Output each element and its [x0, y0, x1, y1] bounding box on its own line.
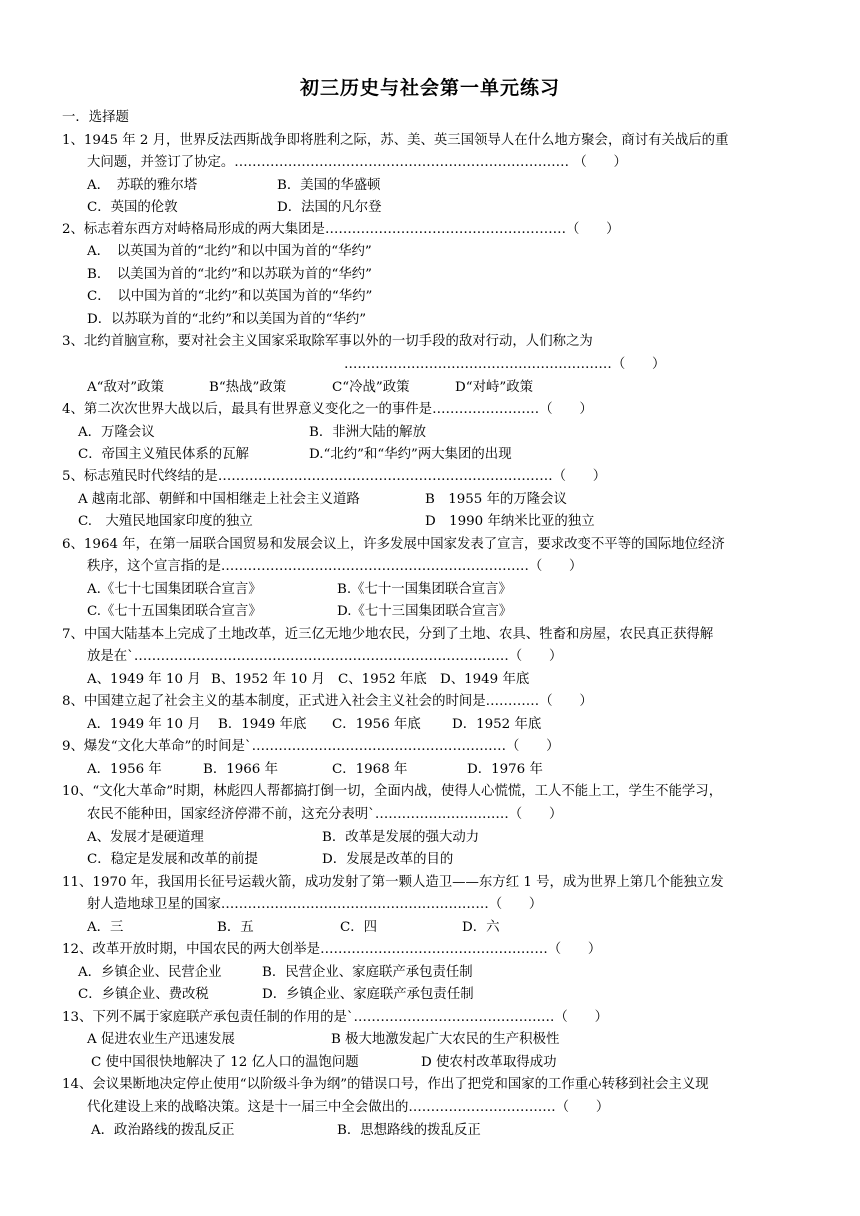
option-12d: D．乡镇企业、家庭联产承包责任制 — [262, 987, 474, 1002]
option-9d: D．1976 年 — [467, 762, 543, 777]
option-2a: A． 以英国为首的“北约”和以中国为首的“华约” — [87, 244, 372, 259]
option-12c: C．乡镇企业、费改税 — [78, 987, 209, 1002]
question-11-line-1: 11、1970 年，我国用长征号运载火箭，成功发射了第一颗人造卫——东方红 1 号，成为世界上第几个能独立发 — [62, 875, 724, 890]
question-13-line-1: 13、下列不属于家庭联产承包责任制的作用的是`………………………………………（ ） — [62, 1010, 608, 1025]
option-3c: C“冷战”政策 — [332, 380, 410, 395]
question-14-line-1: 14、会议果断地决定停止使用“以阶级斗争为纲”的错误口号，作出了把党和国家的工作重心转移到社会主义现 — [62, 1077, 709, 1092]
option-7b: B、1952 年 10 月 — [211, 672, 325, 687]
option-8a: A．1949 年 10 月 — [87, 717, 201, 732]
option-3d: D“对峙”政策 — [455, 380, 533, 395]
question-11-line-2: 射人造地球卫星的国家……………………………………………………（ ） — [87, 897, 543, 912]
question-6-line-1: 6、1964 年，在第一届联合国贸易和发展会议上，许多发展中国家发表了宣言，要求改变不平等的国际地位经济 — [62, 537, 725, 552]
question-10-line-1: 10、“文化大革命”时期，林彪四人帮都搞打倒一切，全面内战，使得人心慌慌，工人不能上工，学生不能学习， — [62, 784, 723, 799]
option-2d: D．以苏联为首的“北约”和以美国为首的“华约” — [87, 312, 367, 327]
option-5b: B 1955 年的万隆会议 — [425, 492, 567, 507]
option-13a: A 促进农业生产迅速发展 — [87, 1032, 235, 1047]
option-8d: D．1952 年底 — [452, 717, 542, 732]
option-2c: C． 以中国为首的“北约”和以英国为首的“华约” — [87, 289, 373, 304]
option-4b: B．非洲大陆的解放 — [309, 425, 426, 440]
option-13d: D 使农村改革取得成功 — [421, 1055, 557, 1070]
option-4a: A．万隆会议 — [78, 425, 155, 440]
option-10b: B．改革是发展的强大动力 — [322, 830, 480, 845]
option-10c: C．稳定是发展和改革的前提 — [87, 852, 258, 867]
option-5d: D 1990 年纳米比亚的独立 — [425, 514, 595, 529]
option-10a: A、发展才是硬道理 — [87, 830, 204, 845]
option-13c: C 使中国很快地解决了 12 亿人口的温饱问题 — [91, 1055, 359, 1070]
option-3a: A“敌对”政策 — [87, 380, 164, 395]
option-1d: D．法国的凡尔登 — [277, 200, 382, 215]
question-9-line-1: 9、爆发“文化大革命”的时间是`…………………………………………………（ ） — [62, 739, 560, 754]
question-1-line-1: 1、1945 年 2 月，世界反法西斯战争即将胜利之际，苏、美、英三国领导人在什么地方聚会，商讨有关战后的重 — [62, 133, 729, 148]
option-1a: A． 苏联的雅尔塔 — [87, 178, 198, 193]
option-14b: B．思想路线的拨乱反正 — [337, 1123, 481, 1138]
question-4-line-1: 4、第二次次世界大战以后，最具有世界意义变化之一的事件是……………………（ ） — [62, 402, 593, 417]
option-12b: B．民营企业、家庭联产承包责任制 — [262, 965, 473, 980]
question-12-line-1: 12、改革开放时期，中国农民的两大创举是……………………………………………（ ） — [62, 942, 602, 957]
question-3-line-1: 3、北约首脑宣称，要对社会主义国家采取除军事以外的一切手段的敌对行动，人们称之为 — [62, 334, 593, 349]
option-5a: A 越南北部、朝鲜和中国相继走上社会主义道路 — [78, 492, 360, 507]
page-title: 初三历史与社会第一单元练习 — [299, 77, 560, 99]
option-5c: C. 大殖民地国家印度的独立 — [78, 514, 253, 529]
option-1c: C．英国的伦敦 — [87, 200, 178, 215]
option-9c: C．1968 年 — [332, 762, 408, 777]
question-1-line-2: 大问题，并签订了协定。………………………………………………………………… （ ） — [87, 155, 627, 170]
option-7d: D、1949 年底 — [440, 672, 530, 687]
question-7-line-1: 7、中国大陆基本上完成了土地改革，近三亿无地少地农民，分到了土地、农具、牲畜和房屋，农民真正获得解 — [62, 627, 714, 642]
question-5-line-1: 5、标志殖民时代终结的是…………………………………………………………………（ ） — [62, 469, 607, 484]
option-11a: A．三 — [87, 920, 124, 935]
option-14a: A．政治路线的拨乱反正 — [91, 1123, 235, 1138]
option-9b: B．1966 年 — [203, 762, 278, 777]
option-10d: D．发展是改革的目的 — [322, 852, 454, 867]
option-11d: D．六 — [462, 920, 500, 935]
question-2-line-1: 2、标志着东西方对峙格局形成的两大集团是………………………………………………（ ） — [62, 222, 620, 237]
question-7-line-2: 放是在`…………………………………………………………………………（ ） — [87, 649, 563, 664]
option-6b: B.《七十一国集团联合宣言》 — [337, 582, 512, 597]
section-heading: 一．选择题 — [62, 110, 129, 125]
option-6d: D.《七十三国集团联合宣言》 — [337, 604, 513, 619]
question-14-line-2: 代化建设上来的战略决策。这是十一届三中全会做出的……………………………（ ） — [87, 1100, 610, 1115]
option-13b: B 极大地激发起广大农民的生产积极性 — [331, 1032, 560, 1047]
option-4c: C．帝国主义殖民体系的瓦解 — [78, 447, 249, 462]
question-8-line-1: 8、中国建立起了社会主义的基本制度，正式进入社会主义社会的时间是…………（ ） — [62, 694, 593, 709]
option-7a: A、1949 年 10 月 — [87, 672, 201, 687]
option-3b: B“热战”政策 — [209, 380, 287, 395]
option-7c: C、1952 年底 — [338, 672, 427, 687]
option-4d: D.“北约”和“华约”两大集团的出现 — [309, 447, 512, 462]
option-11c: C．四 — [340, 920, 378, 935]
question-10-line-2: 农民不能种田，国家经济停滞不前，这充分表明`…………………………（ ） — [87, 807, 563, 822]
option-9a: A．1956 年 — [87, 762, 162, 777]
option-11b: B．五 — [217, 920, 254, 935]
option-12a: A．乡镇企业、民营企业 — [78, 965, 222, 980]
option-2b: B． 以美国为首的“北约”和以苏联为首的“华约” — [87, 267, 372, 282]
option-8c: C．1956 年底 — [332, 717, 421, 732]
question-3-line-2: ……………………………………………………（ ） — [344, 357, 666, 372]
question-6-line-2: 秩序，这个宣言指的是……………………………………………………………（ ） — [87, 559, 583, 574]
option-8b: B．1949 年底 — [218, 717, 307, 732]
option-6c: C.《七十五国集团联合宣言》 — [87, 604, 262, 619]
option-1b: B．美国的华盛顿 — [277, 178, 381, 193]
option-6a: A.《七十七国集团联合宣言》 — [87, 582, 262, 597]
